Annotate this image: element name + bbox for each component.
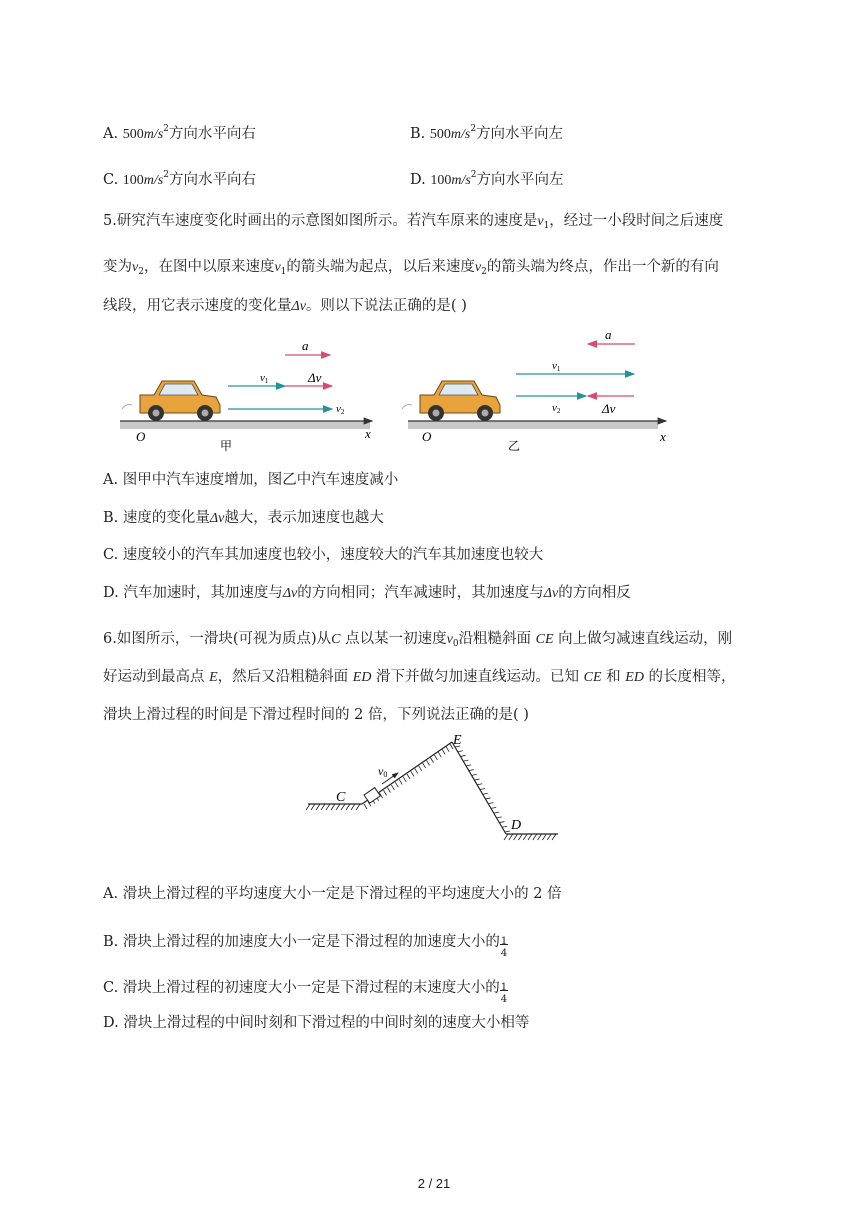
hatch-mark <box>438 752 441 757</box>
label-v2-yi: v2 <box>552 402 561 415</box>
hatch-mark <box>321 804 325 810</box>
hatch-mark <box>494 812 499 813</box>
hatch-mark <box>518 834 522 840</box>
hatch-mark <box>403 777 406 782</box>
hatch-mark <box>387 788 390 793</box>
hatch-mark <box>331 804 335 810</box>
figure-yi <box>402 327 666 453</box>
hatch-mark <box>488 803 493 804</box>
hatch-right <box>504 834 556 840</box>
label-a-jia: a <box>302 338 309 353</box>
q5-option-d: D. 汽车加速时，其加速度与Δv的方向相同；汽车减速时，其加速度与Δv的方向相反 <box>103 585 631 601</box>
hatch-mark <box>528 834 532 840</box>
q5-car-figure <box>110 325 680 460</box>
hatch-mark <box>427 760 430 765</box>
hatch-mark <box>458 751 463 752</box>
point-e: E <box>453 733 462 748</box>
hatch-mark <box>399 779 402 784</box>
hatch-mark <box>472 774 477 775</box>
hatch-mark <box>469 770 474 771</box>
hatch-mark <box>384 790 387 795</box>
hatch-mark <box>351 804 355 810</box>
caption-yi: 乙 <box>508 439 521 453</box>
hatch-mark <box>533 834 537 840</box>
hatch-mark <box>364 804 367 809</box>
q6-stem-line3: 滑块上滑过程的时间是下滑过程时间的 2 倍，下列说法正确的是( ) <box>103 707 529 723</box>
hatch-mark <box>326 804 330 810</box>
hatch-mark <box>509 834 513 840</box>
q5-stem-line1: 5.研究汽车速度变化时画出的示意图如图所示。若汽车原来的速度是$v_1$，经过一小段时间之后速度 <box>103 213 724 231</box>
hatch-mark <box>480 789 485 790</box>
point-c: C <box>336 790 346 805</box>
label-dv-jia: Δv <box>308 370 322 385</box>
hatch-mark <box>483 793 488 794</box>
hatch-mark <box>415 769 418 774</box>
hatch-mark <box>491 807 496 808</box>
hatch-mark <box>407 774 410 779</box>
label-v1-yi: v1 <box>552 360 561 373</box>
q6-option-c: C. 滑块上滑过程的初速度大小一定是下滑过程的末速度大小的 1 4 <box>103 980 508 1005</box>
hatch-mark <box>463 760 468 761</box>
hatch-mark <box>356 804 360 810</box>
q6-option-a: A. 滑块上滑过程的平均速度大小一定是下滑过程的平均速度大小的 2 倍 <box>103 886 562 902</box>
hatch-mark <box>430 758 433 763</box>
q5-stem-line2: 变为$v_2$，在图中以原来速度$v_1$的箭头端为起点，以后来速度$v_2$的箭头端为终点，作出一个新的有向 <box>103 259 719 277</box>
car-icon-jia <box>122 381 220 421</box>
hatch-mark <box>434 755 437 760</box>
q6-stem-line2: 好运动到最高点 E，然后又沿粗糙斜面 ED 滑下并做匀加速直线运动。已知 CE 和 ED 的长度相等， <box>103 669 736 685</box>
hatch-mark <box>423 763 426 768</box>
hatch-mark <box>538 834 542 840</box>
hatch-mark <box>542 834 546 840</box>
figure-jia <box>120 338 372 453</box>
hatch-mark <box>486 798 491 799</box>
caption-jia: 甲 <box>220 439 233 453</box>
q5-option-b: B. 速度的变化量Δv越大，表示加速度也越大 <box>103 510 384 526</box>
label-a-yi: a <box>605 327 612 342</box>
q6-stem-line1: 6.如图所示，一滑块(可视为质点)从C 点以某一初速度$v_0$沿粗糙斜面 CE 向上做匀减速直线运动，刚 <box>103 631 733 649</box>
hatch-ed <box>455 746 510 832</box>
hatch-mark <box>346 804 350 810</box>
q4-option-a: A. $500m/s^2$方向水平向右 <box>103 124 256 142</box>
label-v1-jia: v1 <box>260 372 269 385</box>
axis-x-yi: x <box>660 429 666 444</box>
hatch-mark <box>474 779 479 780</box>
hatch-left <box>306 804 360 810</box>
hatch-mark <box>552 834 556 840</box>
page-number: 2 / 21 <box>417 1176 451 1191</box>
point-d: D <box>511 818 522 833</box>
hatch-mark <box>547 834 551 840</box>
slope-ed <box>452 742 506 834</box>
q5-option-c: C. 速度较小的汽车其加速度也较小，速度较大的汽车其加速度也较大 <box>103 547 544 563</box>
hatch-mark <box>391 785 394 790</box>
hatch-mark <box>504 834 508 840</box>
hatch-mark <box>316 804 320 810</box>
q4-option-b: B. $500m/s^2$方向水平向左 <box>410 124 564 142</box>
q4-option-d: D. $100m/s^2$方向水平向左 <box>410 170 564 188</box>
q6-option-b: B. 滑块上滑过程的加速度大小一定是下滑过程的加速度大小的 1 4 <box>103 934 508 959</box>
car-icon-yi <box>402 381 500 421</box>
hatch-mark <box>477 784 482 785</box>
hatch-mark <box>411 771 414 776</box>
q4-option-c: C. $100m/s^2$方向水平向右 <box>103 170 256 188</box>
origin-o-yi: O <box>422 429 432 444</box>
q5-option-a: A. 图甲中汽车速度增加，图乙中汽车速度减小 <box>103 472 399 488</box>
label-v0: v0 <box>378 764 388 779</box>
origin-o-jia: O <box>136 429 146 444</box>
hatch-mark <box>446 747 449 752</box>
hatch-mark <box>499 822 504 823</box>
hatch-mark <box>311 804 315 810</box>
label-dv-yi: Δv <box>602 401 616 416</box>
hatch-mark <box>514 834 518 840</box>
hatch-mark <box>306 804 310 810</box>
road-jia <box>120 421 370 429</box>
hatch-mark <box>505 831 510 832</box>
hatch-mark <box>466 765 471 766</box>
hatch-mark <box>395 782 398 787</box>
hatch-mark <box>502 826 507 827</box>
hatch-mark <box>419 766 422 771</box>
q6-option-d: D. 滑块上滑过程的中间时刻和下滑过程的中间时刻的速度大小相等 <box>103 1015 530 1031</box>
q6-incline-figure <box>300 728 570 846</box>
hatch-mark <box>523 834 527 840</box>
hatch-mark <box>461 755 466 756</box>
q5-stem-line3: 线段，用它表示速度的变化量Δv。则以下说法正确的是( ) <box>103 298 467 314</box>
hatch-mark <box>442 749 445 754</box>
hatch-mark <box>497 817 502 818</box>
road-yi <box>408 421 658 429</box>
axis-x-jia: x <box>365 426 371 441</box>
label-v2-jia: v2 <box>336 403 345 416</box>
